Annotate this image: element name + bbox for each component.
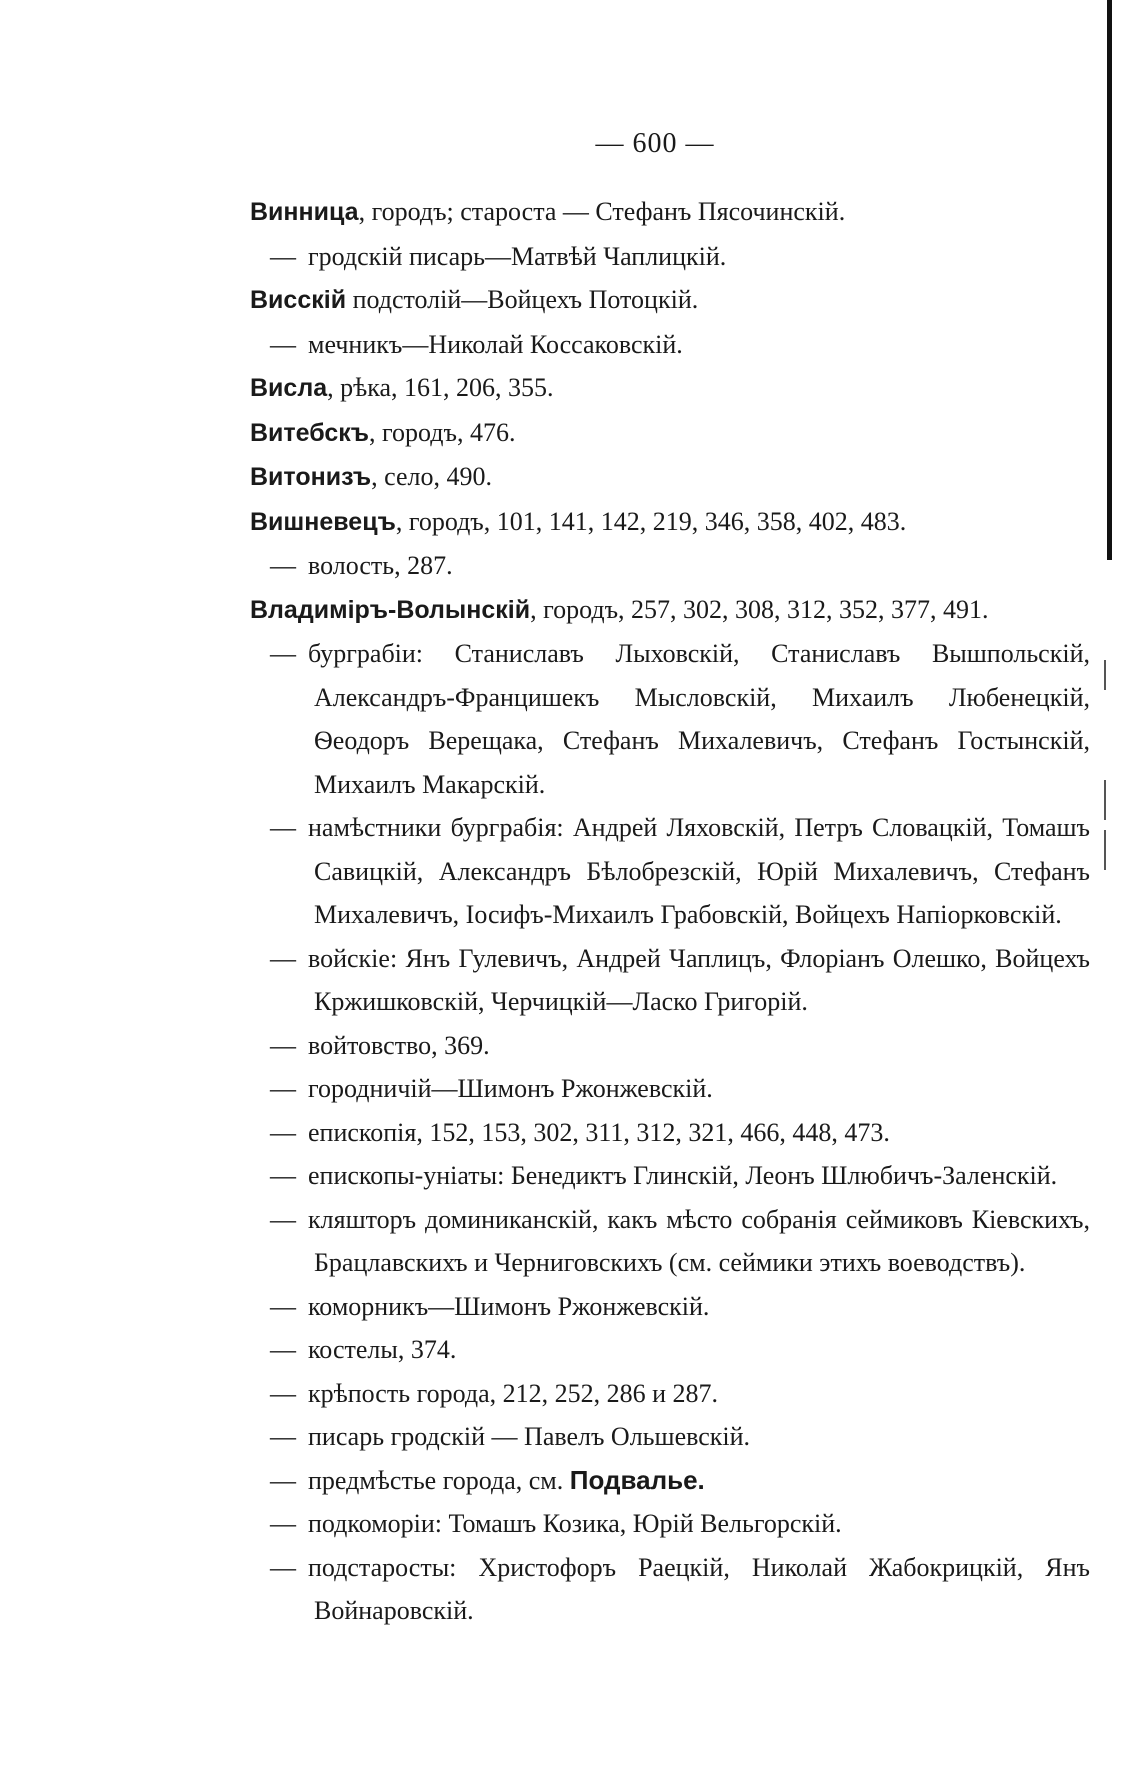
index-entries (250, 190, 1090, 1633)
index-subentry (250, 1502, 1090, 1546)
entry-heading: Висла (250, 374, 328, 402)
entry-text: , городъ, 476. (369, 417, 516, 447)
edge-mark (1104, 830, 1106, 870)
entry-dash: — (270, 551, 296, 580)
page-edge-line (1107, 0, 1112, 560)
entry-text: предмѣстье города, см. (308, 1465, 570, 1495)
entry-dash: — (270, 1291, 296, 1321)
entry-dash: — (270, 1161, 296, 1190)
index-subentry (250, 1285, 1090, 1329)
entry-dash: — (270, 329, 296, 359)
entry-text: писарь гродскій — Павелъ Ольшевскій. (308, 1422, 751, 1451)
entry-dash: — (270, 1335, 296, 1364)
index-subentry (250, 806, 1090, 937)
entry-heading: Витебскъ (250, 418, 369, 447)
entry-text: подстолій—Войцехъ Потоцкій. (346, 285, 699, 314)
index-entry (250, 278, 1090, 323)
entry-dash: — (270, 1074, 296, 1103)
entry-text: волость, 287. (308, 551, 453, 580)
index-entry (250, 588, 1090, 633)
index-subentry (250, 1111, 1090, 1155)
entry-heading: Витонизъ (250, 463, 372, 491)
entry-text: подстаросты: Христофоръ Раецкій, Николай Жабокрицкій, Янъ Войнаровскій. (308, 1552, 1090, 1625)
entry-text: гродскій писарь—Матвѣй Чаплицкій. (308, 241, 727, 271)
entry-dash: — (270, 1378, 296, 1408)
edge-mark (1104, 780, 1106, 820)
entry-text: мечникъ—Николай Коссаковскій. (308, 329, 683, 359)
index-subentry (250, 937, 1090, 1024)
index-subentry (250, 1372, 1090, 1416)
entry-text: городничій—Шимонъ Ржонжевскій. (308, 1074, 713, 1103)
entry-text: , село, 490. (371, 462, 492, 491)
entry-text: крѣпость города, 212, 252, 286 и 287. (308, 1378, 719, 1408)
entry-text: войтовство, 369. (308, 1030, 490, 1060)
entry-text: бурграбіи: Станиславъ Лыховскій, Станиславъ Вышпольскій, Александръ-Францишекъ Мысловскій, Михаилъ Любенецкій, Ѳеодоръ Верещака, Стефанъ Михалевичъ, Стефанъ Гостынскій, Михаилъ Макарскій. (308, 639, 1090, 799)
index-entry (250, 190, 1090, 235)
entry-text: , городъ; староста — Стефанъ Пясочинскій. (358, 197, 846, 226)
entry-text: епископы-уніаты: Бенедиктъ Глинскій, Леонъ Шлюбичъ-Заленскій. (308, 1161, 1058, 1190)
entry-text: коморникъ—Шимонъ Ржонжевскій. (308, 1291, 710, 1321)
index-entry (250, 500, 1090, 545)
index-subentry (250, 323, 1090, 367)
entry-text: , рѣка, 161, 206, 355. (327, 373, 554, 402)
entry-dash: — (270, 1030, 296, 1060)
entry-text: , городъ, 101, 141, 142, 219, 346, 358, 402, 483. (395, 506, 907, 536)
index-subentry (250, 1067, 1090, 1111)
index-subentry (250, 1328, 1090, 1372)
index-subentry (250, 544, 1090, 588)
entry-text: , городъ, 257, 302, 308, 312, 352, 377, 491. (530, 594, 989, 624)
entry-dash: — (270, 813, 296, 842)
entry-text: костелы, 374. (308, 1335, 457, 1364)
entry-dash: — (270, 1422, 296, 1451)
entry-heading: Висскій (250, 286, 347, 314)
index-subentry (250, 1024, 1090, 1068)
index-subentry (250, 1459, 1090, 1503)
index-entry (250, 366, 1090, 411)
index-subentry (250, 1198, 1090, 1285)
entry-dash: — (270, 1117, 296, 1147)
entry-dash: — (270, 1552, 296, 1582)
entry-dash: — (270, 639, 296, 668)
entry-dash: — (270, 943, 296, 973)
index-entry (250, 455, 1090, 500)
index-subentry (250, 1154, 1090, 1198)
entry-dash: — (270, 1204, 296, 1234)
edge-mark (1104, 660, 1106, 690)
entry-dash: — (270, 241, 296, 271)
index-entry (250, 411, 1090, 456)
entry-text: епископія, 152, 153, 302, 311, 312, 321, 466, 448, 473. (308, 1117, 890, 1147)
index-subentry (250, 1546, 1090, 1633)
entry-text: кляшторъ доминиканскій, какъ мѣсто собранія сеймиковъ Кіевскихъ, Брацлавскихъ и Черниговскихъ (см. сеймики этихъ воеводствъ). (308, 1204, 1090, 1277)
entry-heading: Винница (250, 198, 359, 226)
index-subentry (250, 235, 1090, 279)
entry-dash: — (270, 1465, 296, 1495)
entry-dash: — (270, 1509, 296, 1538)
entry-text: намѣстники бурграбія: Андрей Ляховскій, Петръ Словацкій, Томашъ Савицкій, Александръ Бѣлобрезскій, Юрій Михалевичъ, Стефанъ Михалевичъ, Іосифъ-Михаилъ Грабовскій, Войцехъ Напіорковскій. (308, 813, 1090, 929)
cross-reference: Подвалье. (569, 1464, 705, 1495)
entry-heading: Вишневецъ (250, 507, 396, 536)
index-subentry (250, 1415, 1090, 1459)
entry-text: войскіе: Янъ Гулевичъ, Андрей Чаплицъ, Флоріанъ Олешко, Войцехъ Кржишковскій, Черчицкій—Ласко Григорій. (308, 943, 1090, 1016)
page-number: — 600 — (595, 128, 715, 159)
entry-text: подкоморіи: Томашъ Козика, Юрій Вельгорскій. (308, 1509, 842, 1538)
entry-heading: Владиміръ-Волынскій (250, 595, 531, 624)
index-subentry (250, 632, 1090, 806)
